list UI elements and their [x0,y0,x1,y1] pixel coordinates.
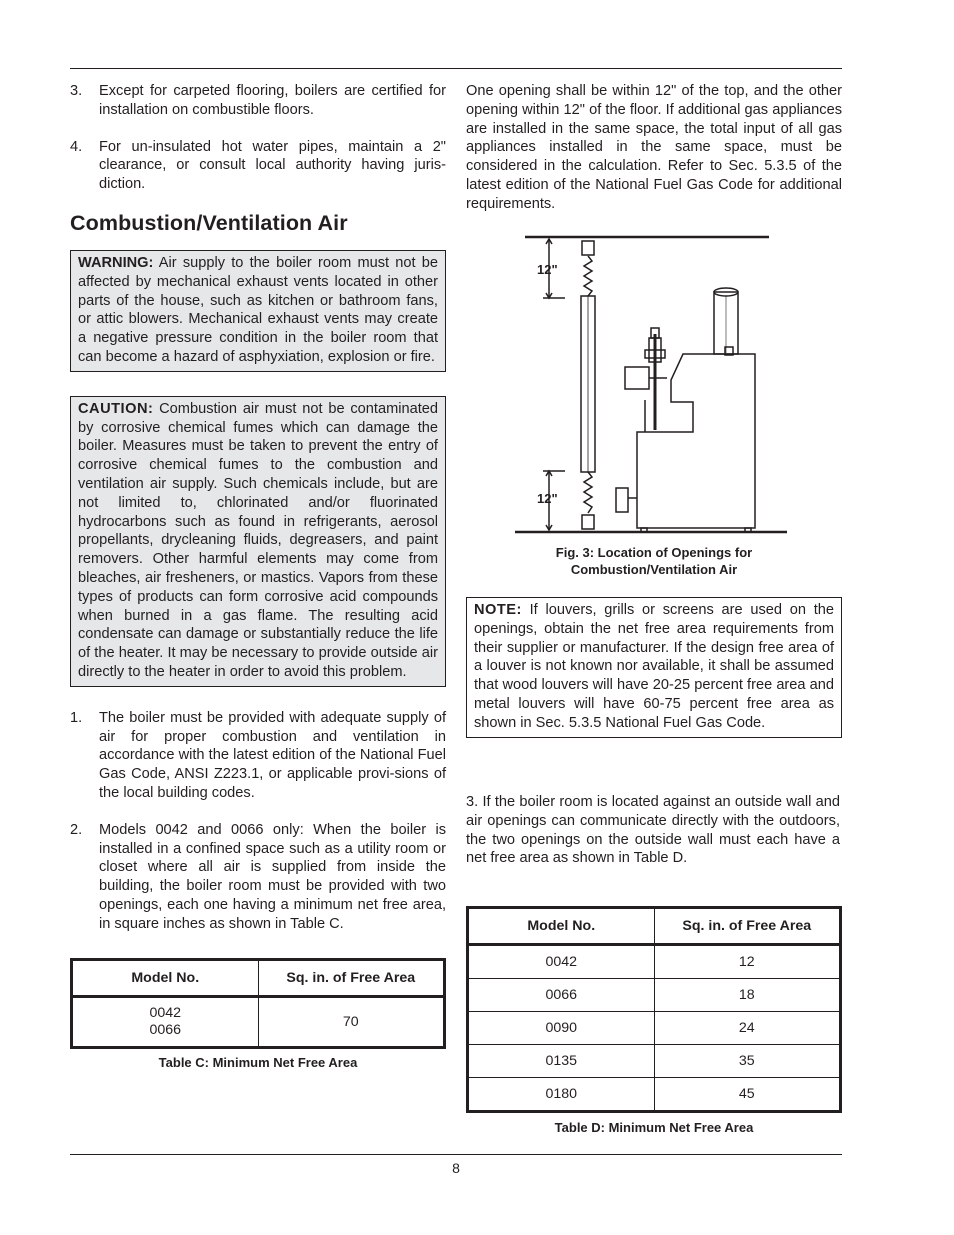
table-row [468,945,841,979]
top-dimension-label: 12" [537,262,558,277]
note-label: NOTE: [474,602,522,618]
figure-caption [466,544,842,578]
section-heading: Combustion/Ventilation Air [70,210,348,235]
table-header-row [468,908,841,945]
note-text: If louvers, grills or screens are used on the openings, obtain the net free area requirements from their supplier or manufacturer. If the design free area of a louver is not known nor available, it shall be assumed that wood louvers will have 20-25 percent free area and metal louvers will have 60-75 percent free area as shown in Sec. 5.3.5 National Fuel Gas Code. [474,602,834,731]
table-c [70,958,446,1049]
model-line: 0042 [149,1005,182,1022]
table-d-wrapper [466,906,842,1136]
list-number: 4. [70,138,83,155]
list-text: Except for carpeted flooring, boilers are certified for installation on combustible floors. [99,83,446,118]
table-cell-area: 70 [258,997,445,1048]
table-header-area: Sq. in. of Free Area [654,908,841,945]
model-line: 0066 [149,1022,182,1039]
caution-label: CAUTION: [78,400,154,417]
warning-label: WARNING: [78,254,154,271]
table-header-model: Model No. [468,908,655,945]
item-3-paragraph: 3. If the boiler room is located against an outside wall and air openings can communicate directly with the outdoors, the two openings on the outside wall must each have a net free area as shown in Table D. [466,794,840,867]
requirements-list [70,709,446,934]
list-number: 2. [70,821,83,838]
bottom-dimension-label: 12" [537,491,558,506]
list-number: 3. [70,83,83,99]
list-number: 1. [70,709,83,726]
boiler-openings-diagram [497,230,797,540]
bottom-rule [70,1154,842,1155]
table-cell-area: 35 [654,1045,841,1078]
table-row [468,1045,841,1078]
table-d-caption: Table D: Minimum Net Free Area [554,1120,754,1135]
warning-text: Air supply to the boiler room must not be affected by mechanical exhaust vents located in other parts of the house, such as kitchen or bathroom fans, or attic blowers. Mechanical exhaust vents may create a negative pressure condition in the boiler room that can become a hazard of asphyxiation, explosion or fire. [78,254,438,365]
table-cell-area: 24 [654,1012,841,1045]
table-cell-model: 0180 [468,1078,655,1112]
table-row [468,979,841,1012]
right-column [466,82,842,214]
caution-text: Combustion air must not be contaminated by corrosive chemical fumes which can damage the boiler. Measures must be taken to prevent the entry of corrosive chemical fumes to the combustion and ventilation air supply. Such chemicals include, but are not limited to, chlorinated and/or fluorinated hydrocarbons such as found in refrigerants, aerosol propellants, drycleaning fluids, degreasers, and paint removers. Other harmful elements may come from bleaches, air fresheners, or mastics. Vapors from these types of products can form corrosive acid compounds when burned in a gas flame. The resulting acid condensate can damage or substantially reduce the life of the heater. It may be necessary to provide outside air directly to the heater in order to avoid this problem. [78,400,438,680]
table-row [468,1078,841,1112]
table-cell-model: 0042 [468,945,655,979]
caution-box [70,396,446,687]
page-number: 8 [452,1160,460,1176]
list-item [70,821,446,934]
table-header-model: Model No. [72,960,259,997]
list-item [70,709,446,803]
table-cell-model: 0066 [468,979,655,1012]
list-text: Models 0042 and 0066 only: When the boiler is installed in a confined space such as a utility room or closet where all air is supplied from inside the building, the boiler room must be provided with two openings, each one having a minimum net free area, in square inches as shown in Table C. [99,821,446,932]
table-c-caption: Table C: Minimum Net Free Area [158,1055,358,1071]
table-cell-model [72,997,259,1048]
figure-caption-line: Combustion/Ventilation Air [570,562,738,577]
table-cell-area: 18 [654,979,841,1012]
note-box [466,597,842,738]
list-text: The boiler must be provided with adequate supply of air for proper combustion and ventilation in accordance with the latest edition of the National Fuel Gas Code, ANSI Z223.1, or applicable provi-sions of the local building codes. [99,709,446,801]
top-rule [70,68,842,69]
table-cell-model: 0090 [468,1012,655,1045]
list-item [70,138,446,194]
table-row [72,997,445,1048]
intro-paragraph: One opening shall be within 12" of the top, and the other opening within 12" of the floor. If additional gas appliances are installed in the same space, the total input of all gas appliances installed in the same space, must be considered in the calculation. Refer to Sec. 5.3.5 of the latest edition of the National Fuel Gas Code for additional requirements. [466,83,842,212]
table-header-area: Sq. in. of Free Area [258,960,445,997]
intro-list [70,82,446,194]
table-d [466,906,842,1113]
table-cell-area: 12 [654,945,841,979]
table-row [468,1012,841,1045]
table-header-row [72,960,445,997]
warning-box [70,250,446,372]
table-cell-model: 0135 [468,1045,655,1078]
figure-caption-line: Fig. 3: Location of Openings for [555,545,753,560]
list-item [70,82,446,120]
list-text: For un-insulated hot water pipes, maintain a 2" clearance, or consult local authority having juris-diction. [99,138,446,193]
left-column [70,82,446,1071]
table-cell-area: 45 [654,1078,841,1112]
